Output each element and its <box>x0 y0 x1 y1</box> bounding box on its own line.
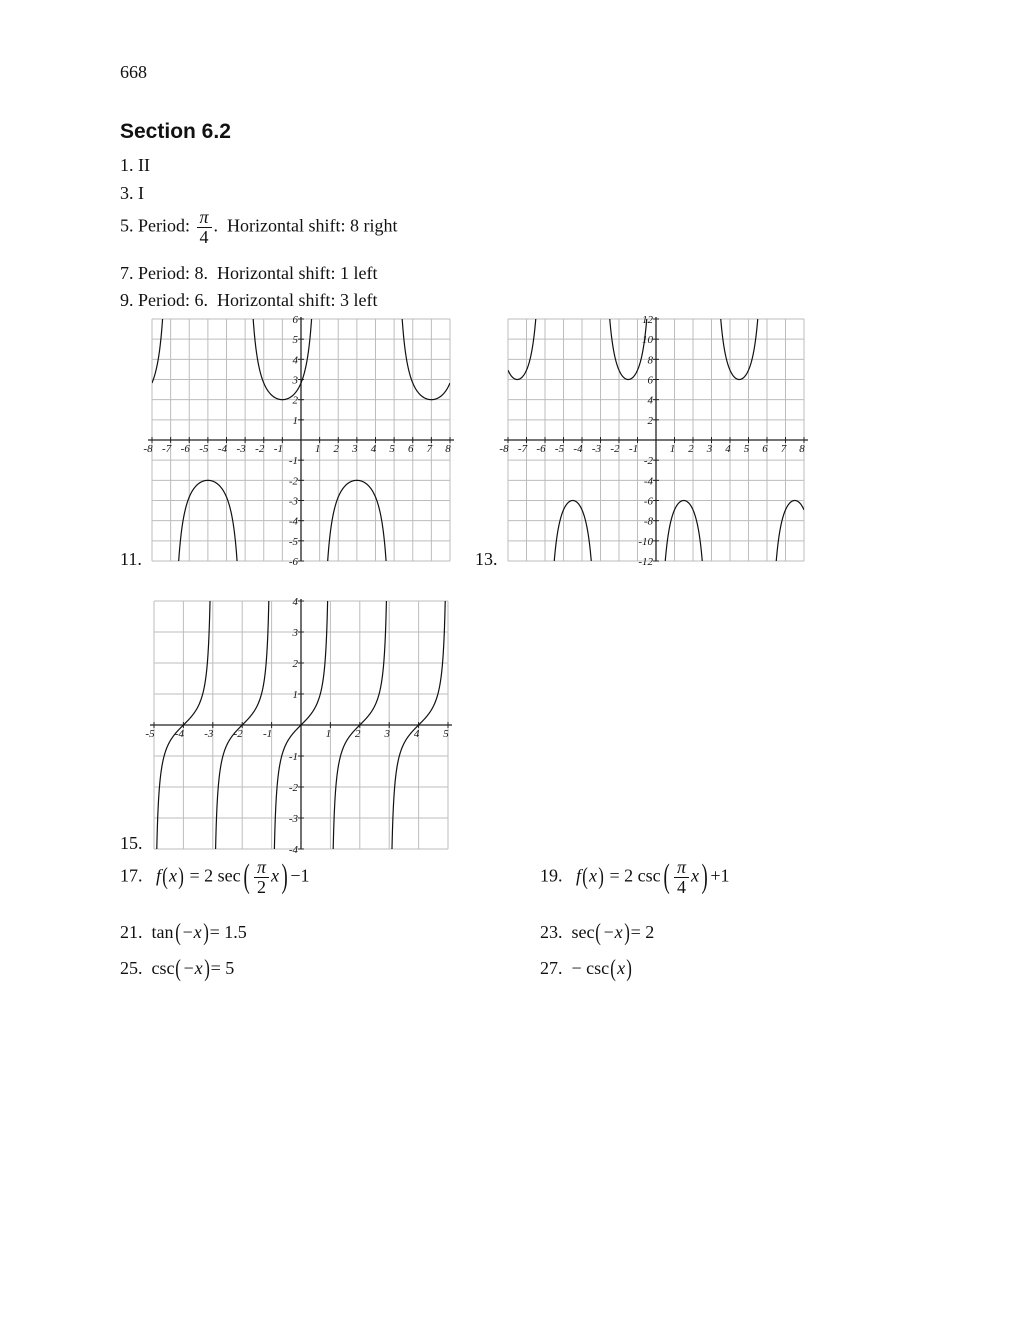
x-tick-label: -7 <box>162 443 172 455</box>
x-tick-label: 2 <box>333 443 339 455</box>
answer-5-num: π <box>197 208 212 228</box>
x-tick-label: 3 <box>384 728 390 740</box>
answer-21-rhs: = 1.5 <box>209 922 247 942</box>
x-tick-label: 5 <box>389 443 395 455</box>
y-tick-label: -2 <box>288 475 298 488</box>
graph-13 <box>499 314 808 568</box>
x-tick-label: 1 <box>669 443 676 455</box>
y-tick-label: -4 <box>643 475 653 488</box>
y-tick-label: -5 <box>288 535 298 548</box>
x-tick-label: 4 <box>725 443 731 455</box>
answer-17-den: 2 <box>257 876 266 897</box>
answer-19-inner: x <box>691 865 700 886</box>
x-tick-label: 4 <box>370 443 377 455</box>
x-tick-label: 2 <box>688 443 694 455</box>
x-tick-label: 2 <box>355 728 361 740</box>
answer-17-tail: −1 <box>290 865 310 886</box>
answer-27-arg: x <box>617 958 626 978</box>
answer-21-label: 21. <box>120 922 143 942</box>
y-tick-label: 8 <box>647 354 653 367</box>
answer-17-num: π <box>254 858 269 878</box>
x-tick-label: -5 <box>554 443 565 455</box>
answer-19: 19. f(x) = 2 csc( $\frac{\pi}{4}$ x) +1 <box>540 857 730 897</box>
answer-25-label: 25. <box>120 958 143 978</box>
answer-27-fn: − csc <box>571 958 610 978</box>
answer-19-label: 19. <box>540 865 563 886</box>
x-tick-label: -8 <box>499 443 509 455</box>
answer-5-suffix: . Horizontal shift: 8 right <box>213 215 398 236</box>
x-tick-label: -3 <box>591 443 602 455</box>
graph-11 <box>143 314 454 568</box>
x-tick-label: -8 <box>143 443 153 455</box>
y-tick-label: 1 <box>292 689 298 701</box>
y-tick-label: 6 <box>647 374 653 387</box>
answer-5-den: 4 <box>199 226 209 247</box>
answer-27-label: 27. <box>540 958 563 978</box>
answer-17-inner: x <box>271 865 280 886</box>
answer-3: 3. I <box>120 183 144 203</box>
x-tick-label: 1 <box>325 728 332 740</box>
x-tick-label: -6 <box>180 443 190 455</box>
y-tick-label: 1 <box>292 414 298 427</box>
y-tick-label: -8 <box>643 515 653 528</box>
y-tick-label: 2 <box>647 414 653 427</box>
x-tick-label: -2 <box>610 443 620 455</box>
answer-9: 9. Period: 6. Horizontal shift: 3 left <box>120 290 378 310</box>
y-tick-label: 12 <box>642 314 653 326</box>
x-tick-label: 7 <box>780 443 787 455</box>
y-tick-label: 3 <box>292 374 298 387</box>
answer-13-label: 13. <box>475 549 498 569</box>
y-tick-label: -1 <box>288 751 298 763</box>
x-tick-label: 6 <box>762 443 768 455</box>
x-tick-label: -3 <box>204 728 214 740</box>
x-tick-label: 6 <box>408 443 414 455</box>
answer-19-fraction <box>674 858 689 897</box>
answer-5-prefix: 5. Period: <box>120 215 195 236</box>
y-tick-label: -3 <box>288 813 298 825</box>
graph-15 <box>145 596 454 856</box>
answer-15-label: 15. <box>120 833 143 853</box>
x-tick-label: 5 <box>443 728 449 740</box>
y-tick-label: 2 <box>292 394 298 407</box>
x-tick-label: 8 <box>799 443 805 455</box>
answer-1: 1. II <box>120 155 150 175</box>
x-tick-label: -1 <box>628 443 639 455</box>
y-tick-label: 2 <box>292 658 298 670</box>
answer-19-eq: = 2 csc <box>609 865 661 886</box>
answer-23: 23. sec(−x)= 2 <box>540 920 655 946</box>
y-tick-label: -6 <box>288 556 298 568</box>
answer-25-fn: csc <box>151 958 175 978</box>
x-tick-label: -3 <box>236 443 246 455</box>
y-tick-label: 4 <box>647 394 653 407</box>
answer-17: 17. f(x) = 2 sec( $\frac{\pi}{2}$ x) −1 <box>120 857 310 897</box>
answer-17-f: f <box>156 865 162 886</box>
x-tick-label: -7 <box>517 443 528 455</box>
answer-23-arg: −x <box>602 922 623 942</box>
answer-21: 21. tan(−x)= 1.5 <box>120 920 247 946</box>
y-tick-label: 10 <box>642 334 653 347</box>
answer-21-fn: tan <box>151 922 174 942</box>
answer-23-fn: sec <box>571 922 595 942</box>
answer-17-eq: = 2 sec <box>189 865 241 886</box>
x-tick-label: -2 <box>233 728 243 740</box>
answer-19-tail: +1 <box>710 865 730 886</box>
x-tick-label: -2 <box>255 443 265 455</box>
y-tick-label: -2 <box>643 455 653 468</box>
x-tick-label: 1 <box>314 443 321 455</box>
y-tick-label: -6 <box>643 495 653 508</box>
y-tick-label: -12 <box>638 556 653 568</box>
x-tick-label: -5 <box>145 728 155 740</box>
answer-19-x: x <box>589 865 598 886</box>
answer-17-x: x <box>169 865 178 886</box>
y-tick-label: 5 <box>292 334 298 347</box>
x-tick-label: 4 <box>413 728 420 740</box>
answer-11-label: 11. <box>120 549 142 569</box>
answer-25-arg: −x <box>182 958 203 978</box>
y-tick-label: 4 <box>292 596 298 608</box>
answer-19-num: π <box>674 858 689 878</box>
y-tick-label: -1 <box>288 455 298 468</box>
x-tick-label: -1 <box>263 728 273 740</box>
y-tick-label: 3 <box>292 627 298 639</box>
answer-7: 7. Period: 8. Horizontal shift: 1 left <box>120 263 378 283</box>
x-tick-label: -4 <box>174 728 184 740</box>
answer-27: 27. − csc(x) <box>540 956 632 982</box>
answer-23-label: 23. <box>540 922 563 942</box>
y-tick-label: -4 <box>288 844 298 856</box>
answer-19-den: 4 <box>677 876 686 897</box>
answer-25: 25. csc(−x)= 5 <box>120 956 235 982</box>
x-tick-label: -4 <box>573 443 583 455</box>
x-tick-label: -1 <box>273 443 283 455</box>
answer-5-fraction <box>197 208 212 247</box>
x-tick-label: 3 <box>352 443 358 455</box>
x-tick-label: 8 <box>445 443 451 455</box>
x-tick-label: -6 <box>536 443 546 455</box>
x-tick-label: -5 <box>199 443 209 455</box>
x-tick-label: 5 <box>743 443 750 455</box>
y-tick-label: -10 <box>638 535 653 548</box>
answer-25-rhs: = 5 <box>210 958 235 978</box>
answer-17-fraction <box>254 858 269 897</box>
y-tick-label: 4 <box>292 354 298 367</box>
answer-5 <box>120 208 398 247</box>
y-tick-label: 6 <box>292 314 298 326</box>
answer-19-f: f <box>576 865 582 886</box>
y-tick-label: -4 <box>288 515 298 528</box>
section-title: Section 6.2 <box>120 120 231 143</box>
y-tick-label: -3 <box>288 495 298 508</box>
x-tick-label: -4 <box>217 443 228 455</box>
page-number: 668 <box>120 62 147 82</box>
x-tick-label: 3 <box>706 443 713 455</box>
x-tick-label: 7 <box>426 443 433 455</box>
y-tick-label: -2 <box>288 782 298 794</box>
answer-17-label: 17. <box>120 865 143 886</box>
answer-21-arg: −x <box>181 922 202 942</box>
answer-23-rhs: = 2 <box>630 922 655 942</box>
